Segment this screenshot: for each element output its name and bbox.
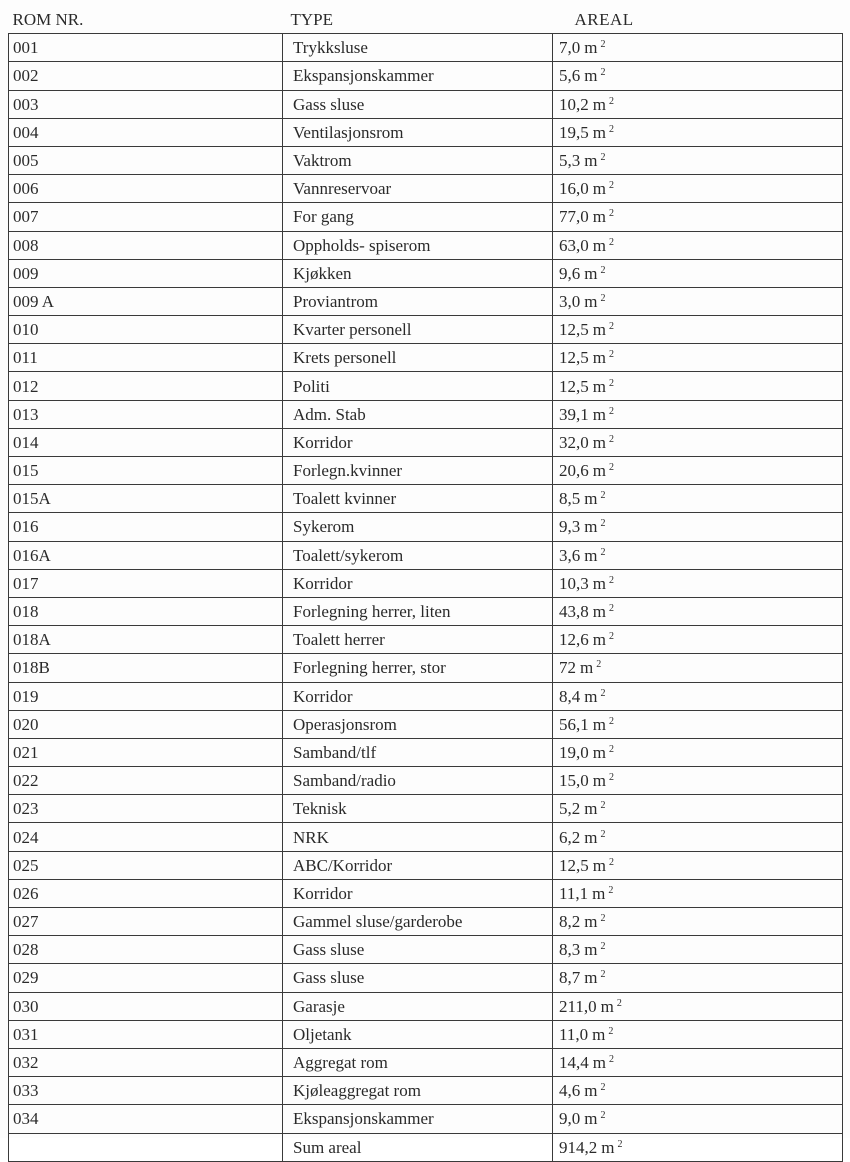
room-type-cell: Gass sluse — [283, 936, 553, 964]
area-unit-superscript: 2 — [600, 941, 606, 953]
room-number-cell: 009 — [9, 259, 283, 287]
area-unit-superscript: 2 — [608, 462, 614, 474]
area-value: 3,0 — [559, 291, 581, 311]
header-room-number: ROM NR. — [9, 6, 283, 34]
area-unit: m — [584, 489, 598, 509]
area-unit-superscript: 2 — [600, 913, 606, 925]
area-unit: m — [584, 686, 598, 706]
room-area-cell — [553, 372, 843, 400]
room-number-cell: 032 — [9, 1048, 283, 1076]
room-type-cell: Teknisk — [283, 795, 553, 823]
room-number-cell: 012 — [9, 372, 283, 400]
room-number-cell: 021 — [9, 738, 283, 766]
table-row — [9, 569, 843, 597]
area-unit: m — [592, 855, 606, 875]
table-row — [9, 287, 843, 315]
room-type-cell: Kjøkken — [283, 259, 553, 287]
area-unit-superscript: 2 — [600, 800, 606, 812]
table-row — [9, 936, 843, 964]
area-value: 19,5 — [559, 122, 589, 142]
area-unit: m — [584, 912, 598, 932]
room-number-cell: 018B — [9, 654, 283, 682]
table-row — [9, 908, 843, 936]
area-unit: m — [592, 771, 606, 791]
area-unit: m — [584, 940, 598, 960]
area-unit: m — [584, 799, 598, 819]
area-unit-superscript: 2 — [600, 490, 606, 502]
room-type-cell: Forlegn.kvinner — [283, 457, 553, 485]
header-area: AREAL — [553, 6, 843, 34]
area-unit: m — [592, 742, 606, 762]
table-row — [9, 344, 843, 372]
area-value: 72 — [559, 658, 576, 678]
room-area-cell — [553, 654, 843, 682]
room-area-cell — [553, 626, 843, 654]
area-unit: m — [584, 291, 598, 311]
room-number-cell: 013 — [9, 400, 283, 428]
room-area-cell — [553, 879, 843, 907]
room-area-cell — [553, 513, 843, 541]
area-unit-superscript: 2 — [608, 574, 614, 586]
area-unit: m — [584, 517, 598, 537]
area-value: 14,4 — [559, 1053, 589, 1073]
room-area-cell — [553, 1077, 843, 1105]
area-value: 211,0 — [559, 996, 597, 1016]
room-number-cell: 001 — [9, 34, 283, 62]
area-value: 5,6 — [559, 66, 581, 86]
room-type-cell: Operasjonsrom — [283, 710, 553, 738]
room-area-cell — [553, 1020, 843, 1048]
room-area-cell — [553, 569, 843, 597]
room-number-cell: 024 — [9, 823, 283, 851]
area-value: 6,2 — [559, 827, 581, 847]
area-unit-superscript: 2 — [600, 152, 606, 164]
room-type-cell: Proviantrom — [283, 287, 553, 315]
area-unit: m — [584, 545, 598, 565]
area-value: 3,6 — [559, 545, 581, 565]
area-unit-superscript: 2 — [608, 715, 614, 727]
table-row — [9, 259, 843, 287]
room-type-cell: Ekspansjonskammer — [283, 1105, 553, 1133]
area-unit-superscript: 2 — [608, 208, 614, 220]
area-unit: m — [592, 1024, 606, 1044]
room-area-cell — [553, 287, 843, 315]
table-row — [9, 513, 843, 541]
table-row — [9, 541, 843, 569]
room-area-cell — [553, 457, 843, 485]
room-type-cell: Samband/tlf — [283, 738, 553, 766]
area-unit: m — [600, 996, 614, 1016]
room-area-cell — [553, 1105, 843, 1133]
room-number-cell: 025 — [9, 851, 283, 879]
area-unit-superscript: 2 — [608, 123, 614, 135]
table-row — [9, 1048, 843, 1076]
area-value: 8,3 — [559, 940, 581, 960]
area-unit: m — [592, 714, 606, 734]
room-area-cell — [553, 175, 843, 203]
area-unit-superscript: 2 — [608, 433, 614, 445]
room-number-cell: 011 — [9, 344, 283, 372]
room-number-cell: 006 — [9, 175, 283, 203]
table-header-row — [9, 6, 843, 34]
room-area-cell — [553, 767, 843, 795]
room-type-cell: Toalett herrer — [283, 626, 553, 654]
area-value: 32,0 — [559, 432, 589, 452]
area-unit: m — [592, 320, 606, 340]
room-number-cell: 005 — [9, 146, 283, 174]
room-type-cell: Kjøleaggregat rom — [283, 1077, 553, 1105]
table-body — [9, 34, 843, 1162]
area-value: 11,1 — [559, 883, 589, 903]
area-unit-superscript: 2 — [600, 39, 606, 51]
table-row — [9, 682, 843, 710]
area-unit: m — [584, 38, 598, 58]
room-area-cell — [553, 203, 843, 231]
table-row — [9, 118, 843, 146]
room-type-cell: Aggregat rom — [283, 1048, 553, 1076]
table-row — [9, 851, 843, 879]
room-type-cell: Ventilasjonsrom — [283, 118, 553, 146]
area-value: 5,2 — [559, 799, 581, 819]
room-type-cell: Garasje — [283, 992, 553, 1020]
room-number-cell: 028 — [9, 936, 283, 964]
area-unit-superscript: 2 — [608, 236, 614, 248]
table-row — [9, 146, 843, 174]
room-number-cell: 004 — [9, 118, 283, 146]
room-type-cell: Gass sluse — [283, 90, 553, 118]
area-unit: m — [601, 1137, 615, 1157]
area-value: 914,2 — [559, 1137, 598, 1157]
room-area-cell — [553, 992, 843, 1020]
table-row — [9, 654, 843, 682]
room-type-cell: Krets personell — [283, 344, 553, 372]
table-row — [9, 90, 843, 118]
area-value: 10,3 — [559, 573, 589, 593]
area-unit: m — [592, 573, 606, 593]
area-unit-superscript: 2 — [600, 1110, 606, 1122]
area-value: 43,8 — [559, 602, 589, 622]
room-area-table — [8, 6, 843, 1162]
room-type-cell: Oppholds- spiserom — [283, 231, 553, 259]
room-number-cell: 016 — [9, 513, 283, 541]
table-row — [9, 597, 843, 625]
room-number-cell: 003 — [9, 90, 283, 118]
table-row — [9, 34, 843, 62]
area-value: 8,5 — [559, 489, 581, 509]
table-row — [9, 372, 843, 400]
room-number-cell: 008 — [9, 231, 283, 259]
room-area-cell — [553, 851, 843, 879]
room-type-cell: Oljetank — [283, 1020, 553, 1048]
area-unit: m — [592, 883, 606, 903]
table-row — [9, 62, 843, 90]
room-area-cell — [553, 400, 843, 428]
area-unit: m — [580, 658, 594, 678]
room-number-cell: 018A — [9, 626, 283, 654]
area-unit-superscript: 2 — [608, 377, 614, 389]
area-value: 12,6 — [559, 630, 589, 650]
table-row — [9, 175, 843, 203]
room-type-cell: Ekspansjonskammer — [283, 62, 553, 90]
area-unit-superscript: 2 — [600, 687, 606, 699]
area-value: 15,0 — [559, 771, 589, 791]
room-number-cell: 027 — [9, 908, 283, 936]
area-unit: m — [584, 827, 598, 847]
room-number-cell: 017 — [9, 569, 283, 597]
table-row — [9, 1105, 843, 1133]
room-type-cell: Sum areal — [283, 1133, 553, 1161]
area-value: 10,2 — [559, 94, 589, 114]
table-row — [9, 1020, 843, 1048]
room-type-cell: Korridor — [283, 682, 553, 710]
area-unit-superscript: 2 — [616, 997, 622, 1009]
room-number-cell: 030 — [9, 992, 283, 1020]
room-number-cell: 002 — [9, 62, 283, 90]
area-value: 7,0 — [559, 38, 581, 58]
room-area-cell — [553, 738, 843, 766]
area-unit-superscript: 2 — [608, 743, 614, 755]
area-unit: m — [584, 151, 598, 171]
room-number-cell: 031 — [9, 1020, 283, 1048]
area-unit-superscript: 2 — [608, 603, 614, 615]
room-type-cell: NRK — [283, 823, 553, 851]
area-unit-superscript: 2 — [608, 1025, 614, 1037]
area-unit-superscript: 2 — [608, 180, 614, 192]
room-number-cell: 016A — [9, 541, 283, 569]
table-row — [9, 823, 843, 851]
room-number-cell: 010 — [9, 316, 283, 344]
area-unit-superscript: 2 — [608, 405, 614, 417]
total-row — [9, 1133, 843, 1161]
table-row — [9, 795, 843, 823]
room-number-cell: 026 — [9, 879, 283, 907]
room-area-cell — [553, 428, 843, 456]
room-type-cell: Sykerom — [283, 513, 553, 541]
area-value: 63,0 — [559, 235, 589, 255]
table-row — [9, 964, 843, 992]
table-row — [9, 738, 843, 766]
area-unit: m — [584, 66, 598, 86]
room-type-cell: ABC/Korridor — [283, 851, 553, 879]
header-type: TYPE — [283, 6, 553, 34]
area-value: 39,1 — [559, 404, 589, 424]
room-type-cell: Kvarter personell — [283, 316, 553, 344]
room-type-cell: Forlegning herrer, stor — [283, 654, 553, 682]
room-type-cell: Forlegning herrer, liten — [283, 597, 553, 625]
room-area-cell — [553, 34, 843, 62]
room-area-cell — [553, 1048, 843, 1076]
room-area-cell — [553, 485, 843, 513]
room-number-cell: 029 — [9, 964, 283, 992]
area-unit-superscript: 2 — [608, 349, 614, 361]
room-area-cell — [553, 259, 843, 287]
room-area-cell — [553, 682, 843, 710]
room-type-cell: For gang — [283, 203, 553, 231]
area-unit-superscript: 2 — [600, 1082, 606, 1094]
room-area-cell — [553, 1133, 843, 1161]
area-value: 12,5 — [559, 348, 589, 368]
room-type-cell: Adm. Stab — [283, 400, 553, 428]
table-row — [9, 992, 843, 1020]
area-value: 12,5 — [559, 376, 589, 396]
table-row — [9, 879, 843, 907]
room-number-cell: 023 — [9, 795, 283, 823]
room-number-cell: 020 — [9, 710, 283, 738]
room-number-cell: 007 — [9, 203, 283, 231]
table-row — [9, 457, 843, 485]
area-unit-superscript: 2 — [608, 1054, 614, 1066]
area-unit: m — [592, 404, 606, 424]
room-area-cell — [553, 823, 843, 851]
area-value: 5,3 — [559, 151, 581, 171]
table-row — [9, 428, 843, 456]
room-area-cell — [553, 344, 843, 372]
room-number-cell: 033 — [9, 1077, 283, 1105]
room-number-cell: 015A — [9, 485, 283, 513]
room-area-cell — [553, 908, 843, 936]
room-number-cell: 014 — [9, 428, 283, 456]
area-unit: m — [592, 235, 606, 255]
room-number-cell: 018 — [9, 597, 283, 625]
area-value: 20,6 — [559, 461, 589, 481]
room-area-cell — [553, 597, 843, 625]
area-unit: m — [584, 263, 598, 283]
room-area-cell — [553, 541, 843, 569]
room-area-cell — [553, 710, 843, 738]
room-number-cell: 019 — [9, 682, 283, 710]
area-unit: m — [592, 461, 606, 481]
area-value: 4,6 — [559, 1081, 581, 1101]
room-area-cell — [553, 231, 843, 259]
table-row — [9, 1077, 843, 1105]
area-value: 8,2 — [559, 912, 581, 932]
table-row — [9, 626, 843, 654]
room-type-cell: Korridor — [283, 569, 553, 597]
room-type-cell: Vaktrom — [283, 146, 553, 174]
room-area-cell — [553, 62, 843, 90]
room-area-cell — [553, 90, 843, 118]
area-unit-superscript: 2 — [600, 969, 606, 981]
area-unit: m — [592, 432, 606, 452]
area-unit-superscript: 2 — [608, 631, 614, 643]
room-number-cell: 015 — [9, 457, 283, 485]
area-unit-superscript: 2 — [600, 67, 606, 79]
area-unit-superscript: 2 — [608, 321, 614, 333]
room-type-cell: Samband/radio — [283, 767, 553, 795]
room-area-cell — [553, 146, 843, 174]
area-unit-superscript: 2 — [600, 518, 606, 530]
room-type-cell: Korridor — [283, 879, 553, 907]
room-type-cell: Toalett/sykerom — [283, 541, 553, 569]
table-row — [9, 203, 843, 231]
room-type-cell: Gass sluse — [283, 964, 553, 992]
area-unit-superscript: 2 — [596, 659, 602, 671]
room-number-cell: 009 A — [9, 287, 283, 315]
area-unit: m — [592, 207, 606, 227]
area-value: 8,7 — [559, 968, 581, 988]
table-row — [9, 316, 843, 344]
area-value: 19,0 — [559, 742, 589, 762]
area-unit: m — [592, 630, 606, 650]
area-unit: m — [592, 94, 606, 114]
table-row — [9, 400, 843, 428]
table-row — [9, 231, 843, 259]
room-type-cell: Trykksluse — [283, 34, 553, 62]
area-unit-superscript: 2 — [600, 828, 606, 840]
room-type-cell: Politi — [283, 372, 553, 400]
area-unit: m — [592, 602, 606, 622]
area-value: 16,0 — [559, 179, 589, 199]
area-value: 11,0 — [559, 1024, 589, 1044]
room-type-cell: Gammel sluse/garderobe — [283, 908, 553, 936]
room-type-cell: Vannreservoar — [283, 175, 553, 203]
area-unit: m — [592, 348, 606, 368]
area-value: 9,6 — [559, 263, 581, 283]
room-type-cell: Korridor — [283, 428, 553, 456]
area-unit-superscript: 2 — [600, 546, 606, 558]
room-area-cell — [553, 118, 843, 146]
area-value: 12,5 — [559, 320, 589, 340]
area-unit-superscript: 2 — [600, 292, 606, 304]
room-number-cell — [9, 1133, 283, 1161]
area-unit-superscript: 2 — [600, 264, 606, 276]
area-unit: m — [584, 1081, 598, 1101]
area-unit-superscript: 2 — [608, 772, 614, 784]
area-unit: m — [584, 968, 598, 988]
room-number-cell: 034 — [9, 1105, 283, 1133]
area-unit: m — [592, 1053, 606, 1073]
area-unit: m — [584, 1109, 598, 1129]
room-area-cell — [553, 316, 843, 344]
area-unit: m — [592, 376, 606, 396]
area-value: 56,1 — [559, 714, 589, 734]
room-area-cell — [553, 964, 843, 992]
room-type-cell: Toalett kvinner — [283, 485, 553, 513]
table-row — [9, 485, 843, 513]
area-unit-superscript: 2 — [608, 95, 614, 107]
area-unit: m — [592, 179, 606, 199]
room-area-cell — [553, 936, 843, 964]
area-value: 9,0 — [559, 1109, 581, 1129]
area-value: 77,0 — [559, 207, 589, 227]
area-unit-superscript: 2 — [608, 884, 614, 896]
area-value: 8,4 — [559, 686, 581, 706]
table-row — [9, 710, 843, 738]
area-value: 9,3 — [559, 517, 581, 537]
area-unit-superscript: 2 — [617, 1138, 623, 1150]
area-unit: m — [592, 122, 606, 142]
area-value: 12,5 — [559, 855, 589, 875]
room-area-cell — [553, 795, 843, 823]
table-row — [9, 767, 843, 795]
room-number-cell: 022 — [9, 767, 283, 795]
area-unit-superscript: 2 — [608, 856, 614, 868]
